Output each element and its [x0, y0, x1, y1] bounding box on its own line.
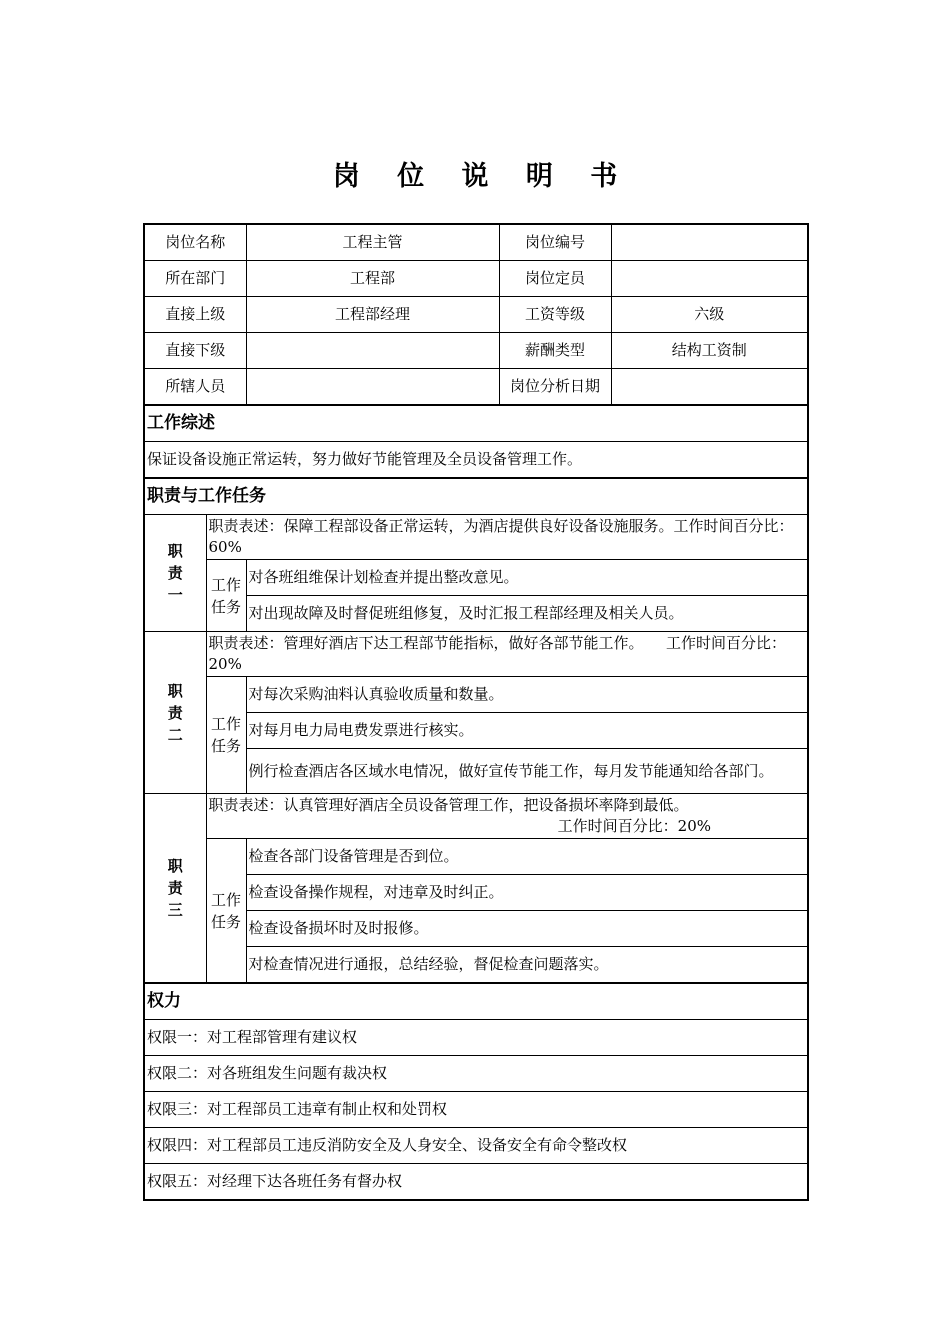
task-row: [144, 677, 808, 713]
job-description-table: [143, 223, 809, 1201]
info-value: 工程部经理: [246, 297, 499, 333]
duty-description: 职责表述：保障工程部设备正常运转，为酒店提供良好设备设施服务。工作时间百分比：60%: [206, 515, 808, 560]
job-description-form: [143, 223, 807, 1201]
authority-heading-row: [144, 983, 808, 1020]
info-value: 结构工资制: [611, 333, 808, 369]
authority-row: [144, 1056, 808, 1092]
duty-desc-row: [144, 632, 808, 677]
task-text: 对各班组维保计划检查并提出整改意见。: [246, 560, 808, 596]
authority-item: 权限二：对各班组发生问题有裁决权: [144, 1056, 808, 1092]
info-row: [144, 369, 808, 406]
info-label: 直接下级: [144, 333, 246, 369]
section-heading: 工作综述: [144, 405, 808, 442]
task-text: 例行检查酒店各区域水电情况，做好宣传节能工作，每月发节能通知给各部门。: [246, 749, 808, 794]
info-label: 岗位定员: [499, 261, 611, 297]
task-text: 检查设备损坏时及时报修。: [246, 911, 808, 947]
info-label: 薪酬类型: [499, 333, 611, 369]
duties-heading-row: [144, 478, 808, 515]
section-heading: 职责与工作任务: [144, 478, 808, 515]
duty-time-percent: 工作时间百分比：20%: [557, 817, 712, 835]
info-value: [611, 369, 808, 406]
section-heading: 权力: [144, 983, 808, 1020]
info-label: 所在部门: [144, 261, 246, 297]
authority-item: 权限一：对工程部管理有建议权: [144, 1020, 808, 1056]
authority-row: [144, 1164, 808, 1201]
summary-text: 保证设备设施正常运转，努力做好节能管理及全员设备管理工作。: [144, 442, 808, 479]
document-title: 岗 位 说 明 书: [332, 161, 632, 192]
duty-desc-row: [144, 515, 808, 560]
authority-row: [144, 1020, 808, 1056]
info-value: 六级: [611, 297, 808, 333]
task-label: 工作 任务: [206, 677, 246, 794]
info-value: 工程主管: [246, 224, 499, 261]
authority-item: 权限三：对工程部员工违章有制止权和处罚权: [144, 1092, 808, 1128]
info-row: [144, 297, 808, 333]
summary-row: [144, 442, 808, 479]
task-row: [144, 560, 808, 596]
info-value: [246, 333, 499, 369]
task-row: [144, 839, 808, 875]
authority-item: 权限五：对经理下达各班任务有督办权: [144, 1164, 808, 1201]
info-label: 岗位编号: [499, 224, 611, 261]
duty-number-label: 职 责 二: [144, 632, 206, 794]
info-label: 岗位名称: [144, 224, 246, 261]
duty-number-label: 职 责 一: [144, 515, 206, 632]
task-text: 检查各部门设备管理是否到位。: [246, 839, 808, 875]
info-value: [611, 224, 808, 261]
duty-number-label: 职 责 三: [144, 794, 206, 984]
info-value: [246, 369, 499, 406]
task-label: 工作 任务: [206, 839, 246, 984]
info-value: 工程部: [246, 261, 499, 297]
task-text: 对每次采购油料认真验收质量和数量。: [246, 677, 808, 713]
duty-description: [206, 794, 808, 839]
task-text: 对出现故障及时督促班组修复，及时汇报工程部经理及相关人员。: [246, 596, 808, 632]
task-text: 对每月电力局电费发票进行核实。: [246, 713, 808, 749]
summary-heading-row: [144, 405, 808, 442]
authority-row: [144, 1092, 808, 1128]
info-row: [144, 333, 808, 369]
duty-description: 职责表述：管理好酒店下达工程部节能指标，做好各部节能工作。 工作时间百分比：20%: [206, 632, 808, 677]
info-row: [144, 261, 808, 297]
duty-description-text: 职责表述：认真管理好酒店全员设备管理工作，把设备损坏率降到最低。: [208, 796, 689, 814]
authority-item: 权限四：对工程部员工违反消防安全及人身安全、设备安全有命令整改权: [144, 1128, 808, 1164]
info-label: 所辖人员: [144, 369, 246, 406]
info-label: 直接上级: [144, 297, 246, 333]
task-text: 对检查情况进行通报，总结经验，督促检查问题落实。: [246, 947, 808, 984]
info-row: [144, 224, 808, 261]
info-label: 工资等级: [499, 297, 611, 333]
authority-row: [144, 1128, 808, 1164]
task-text: 检查设备操作规程，对违章及时纠正。: [246, 875, 808, 911]
duty-desc-row: [144, 794, 808, 839]
info-value: [611, 261, 808, 297]
info-label: 岗位分析日期: [499, 369, 611, 406]
task-label: 工作 任务: [206, 560, 246, 632]
